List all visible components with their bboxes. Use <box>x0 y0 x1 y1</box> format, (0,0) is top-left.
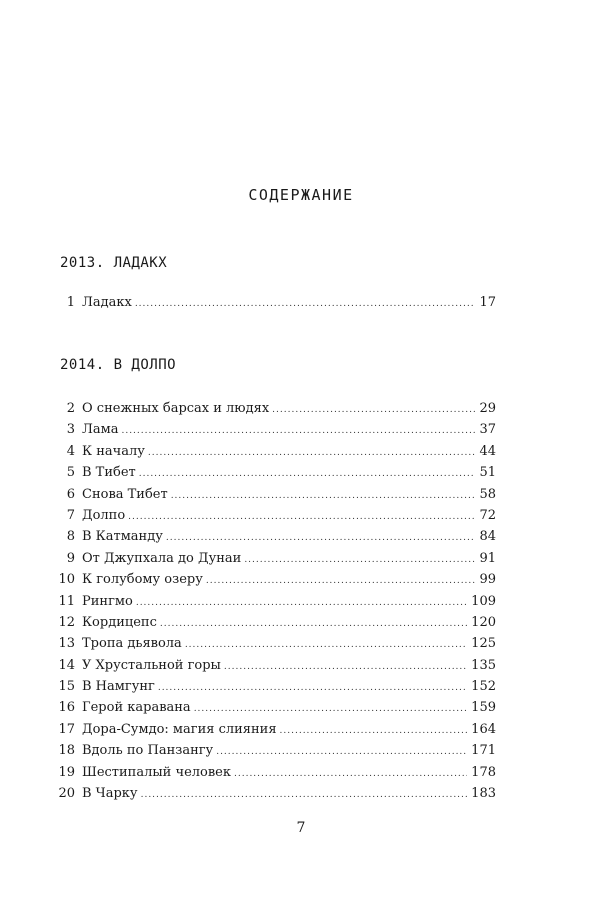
dot-leader <box>121 421 475 442</box>
toc-entry[interactable] <box>58 569 496 590</box>
dot-leader <box>194 699 467 720</box>
toc-entry-page: 152 <box>471 679 496 695</box>
toc-entry[interactable] <box>66 419 496 440</box>
toc-entry-title: Лама <box>82 422 119 438</box>
dot-leader <box>280 721 468 742</box>
toc-entry[interactable] <box>66 548 496 569</box>
toc-entry-page: 125 <box>471 636 496 652</box>
toc-entry-page: 17 <box>479 295 496 310</box>
toc-entry-page: 58 <box>479 486 496 502</box>
dot-leader <box>135 294 476 315</box>
toc-entry-page: 99 <box>479 572 496 588</box>
toc-entry-page: 164 <box>471 721 496 737</box>
toc-entry-number: 7 <box>66 507 75 523</box>
dot-leader <box>171 486 476 507</box>
toc-entry-title: К началу <box>82 443 145 459</box>
toc-entry-number: 1 <box>66 295 75 310</box>
toc-entry-page: 29 <box>479 401 496 416</box>
toc-entry-page: 120 <box>471 614 496 630</box>
toc-entry-page: 109 <box>471 593 496 609</box>
toc-entry-page: 51 <box>479 465 496 481</box>
toc-entry-title: Долпо <box>82 507 126 523</box>
dot-leader <box>148 443 476 464</box>
toc-list-ladakh <box>66 292 496 313</box>
toc-entry-number: 16 <box>58 700 75 716</box>
toc-entry-title: К голубому озеру <box>82 572 203 588</box>
toc-entry-page: 159 <box>471 700 496 716</box>
toc-entry-number: 4 <box>66 443 75 459</box>
toc-entry-number: 6 <box>66 486 75 502</box>
toc-entry-page: 37 <box>479 422 496 438</box>
toc-entry-page: 91 <box>479 550 496 566</box>
toc-entry-title: В Катманду <box>82 529 163 545</box>
toc-entry[interactable] <box>58 719 496 740</box>
toc-entry-page: 135 <box>471 657 496 673</box>
toc-entry[interactable] <box>58 655 496 676</box>
toc-entry-number: 17 <box>58 721 75 737</box>
toc-entry[interactable] <box>66 292 496 313</box>
dot-leader <box>141 785 468 806</box>
toc-entry-number: 11 <box>58 593 75 609</box>
toc-entry-page: 183 <box>471 786 496 802</box>
toc-entry-page: 171 <box>471 743 496 759</box>
toc-entry[interactable] <box>58 762 496 783</box>
dot-leader <box>166 528 476 549</box>
dot-leader <box>234 764 467 785</box>
toc-entry-title: В Чарку <box>82 786 138 802</box>
toc-entry-number: 20 <box>58 786 75 802</box>
toc-entry-number: 10 <box>58 572 75 588</box>
toc-entry-title: У Хрустальной горы <box>82 657 221 673</box>
toc-entry-title: Шестипалый человек <box>82 764 231 780</box>
toc-entry[interactable] <box>66 484 496 505</box>
toc-entry-title: Кордицепс <box>82 614 157 630</box>
toc-entry[interactable] <box>66 526 496 547</box>
dot-leader <box>216 742 467 763</box>
toc-entry[interactable] <box>66 441 496 462</box>
toc-entry-number: 12 <box>58 614 75 630</box>
toc-entry[interactable] <box>58 783 496 804</box>
toc-entry-number: 8 <box>66 529 75 545</box>
dot-leader <box>224 657 467 678</box>
dot-leader <box>206 571 476 592</box>
toc-entry-title: Дора-Сумдо: магия слияния <box>82 721 277 737</box>
dot-leader <box>136 593 467 614</box>
toc-entry-page: 72 <box>479 507 496 523</box>
dot-leader <box>128 507 475 528</box>
toc-entry-title: От Джупхала до Дунаи <box>82 550 242 566</box>
toc-entry[interactable] <box>66 505 496 526</box>
toc-entry-title: Снова Тибет <box>82 486 168 502</box>
toc-entry-page: 84 <box>479 529 496 545</box>
toc-entry-title: Ладакх <box>82 295 132 310</box>
toc-entry[interactable] <box>58 633 496 654</box>
toc-entry[interactable] <box>58 612 496 633</box>
toc-entry-title: Герой каравана <box>82 700 191 716</box>
toc-entry-title: Тропа дьявола <box>82 636 182 652</box>
dot-leader <box>272 400 475 421</box>
dot-leader <box>160 614 467 635</box>
toc-entry[interactable] <box>58 591 496 612</box>
toc-entry-title: В Тибет <box>82 465 136 481</box>
toc-entry[interactable] <box>58 697 496 718</box>
dot-leader <box>185 635 467 656</box>
toc-entry-title: В Намгунг <box>82 679 155 695</box>
toc-entry[interactable] <box>58 676 496 697</box>
toc-entry-title: О снежных барсах и людях <box>82 401 270 416</box>
toc-entry[interactable] <box>66 462 496 483</box>
toc-entry-number: 14 <box>58 657 75 673</box>
toc-entry-number: 3 <box>66 422 75 438</box>
section-title-dolpo: 2014. В ДОЛПО <box>60 357 177 373</box>
dot-leader <box>244 550 475 571</box>
toc-entry-number: 9 <box>66 550 75 566</box>
toc-entry[interactable] <box>58 740 496 761</box>
dot-leader <box>139 464 476 485</box>
toc-entry[interactable] <box>66 398 496 419</box>
toc-entry-number: 19 <box>58 764 75 780</box>
toc-entry-number: 5 <box>66 465 75 481</box>
toc-entry-page: 178 <box>471 764 496 780</box>
section-title-ladakh: 2013. ЛАДАКХ <box>60 255 168 271</box>
toc-entry-number: 2 <box>66 401 75 416</box>
toc-list-dolpo <box>58 398 496 804</box>
dot-leader <box>158 678 467 699</box>
toc-entry-title: Рингмо <box>82 593 133 609</box>
page-number: 7 <box>296 820 306 836</box>
toc-entry-title: Вдоль по Панзангу <box>82 743 214 759</box>
toc-entry-page: 44 <box>479 443 496 459</box>
toc-entry-number: 18 <box>58 743 75 759</box>
toc-entry-number: 15 <box>58 679 75 695</box>
page-title: СОДЕРЖАНИЕ <box>248 186 354 204</box>
toc-entry-number: 13 <box>58 636 75 652</box>
